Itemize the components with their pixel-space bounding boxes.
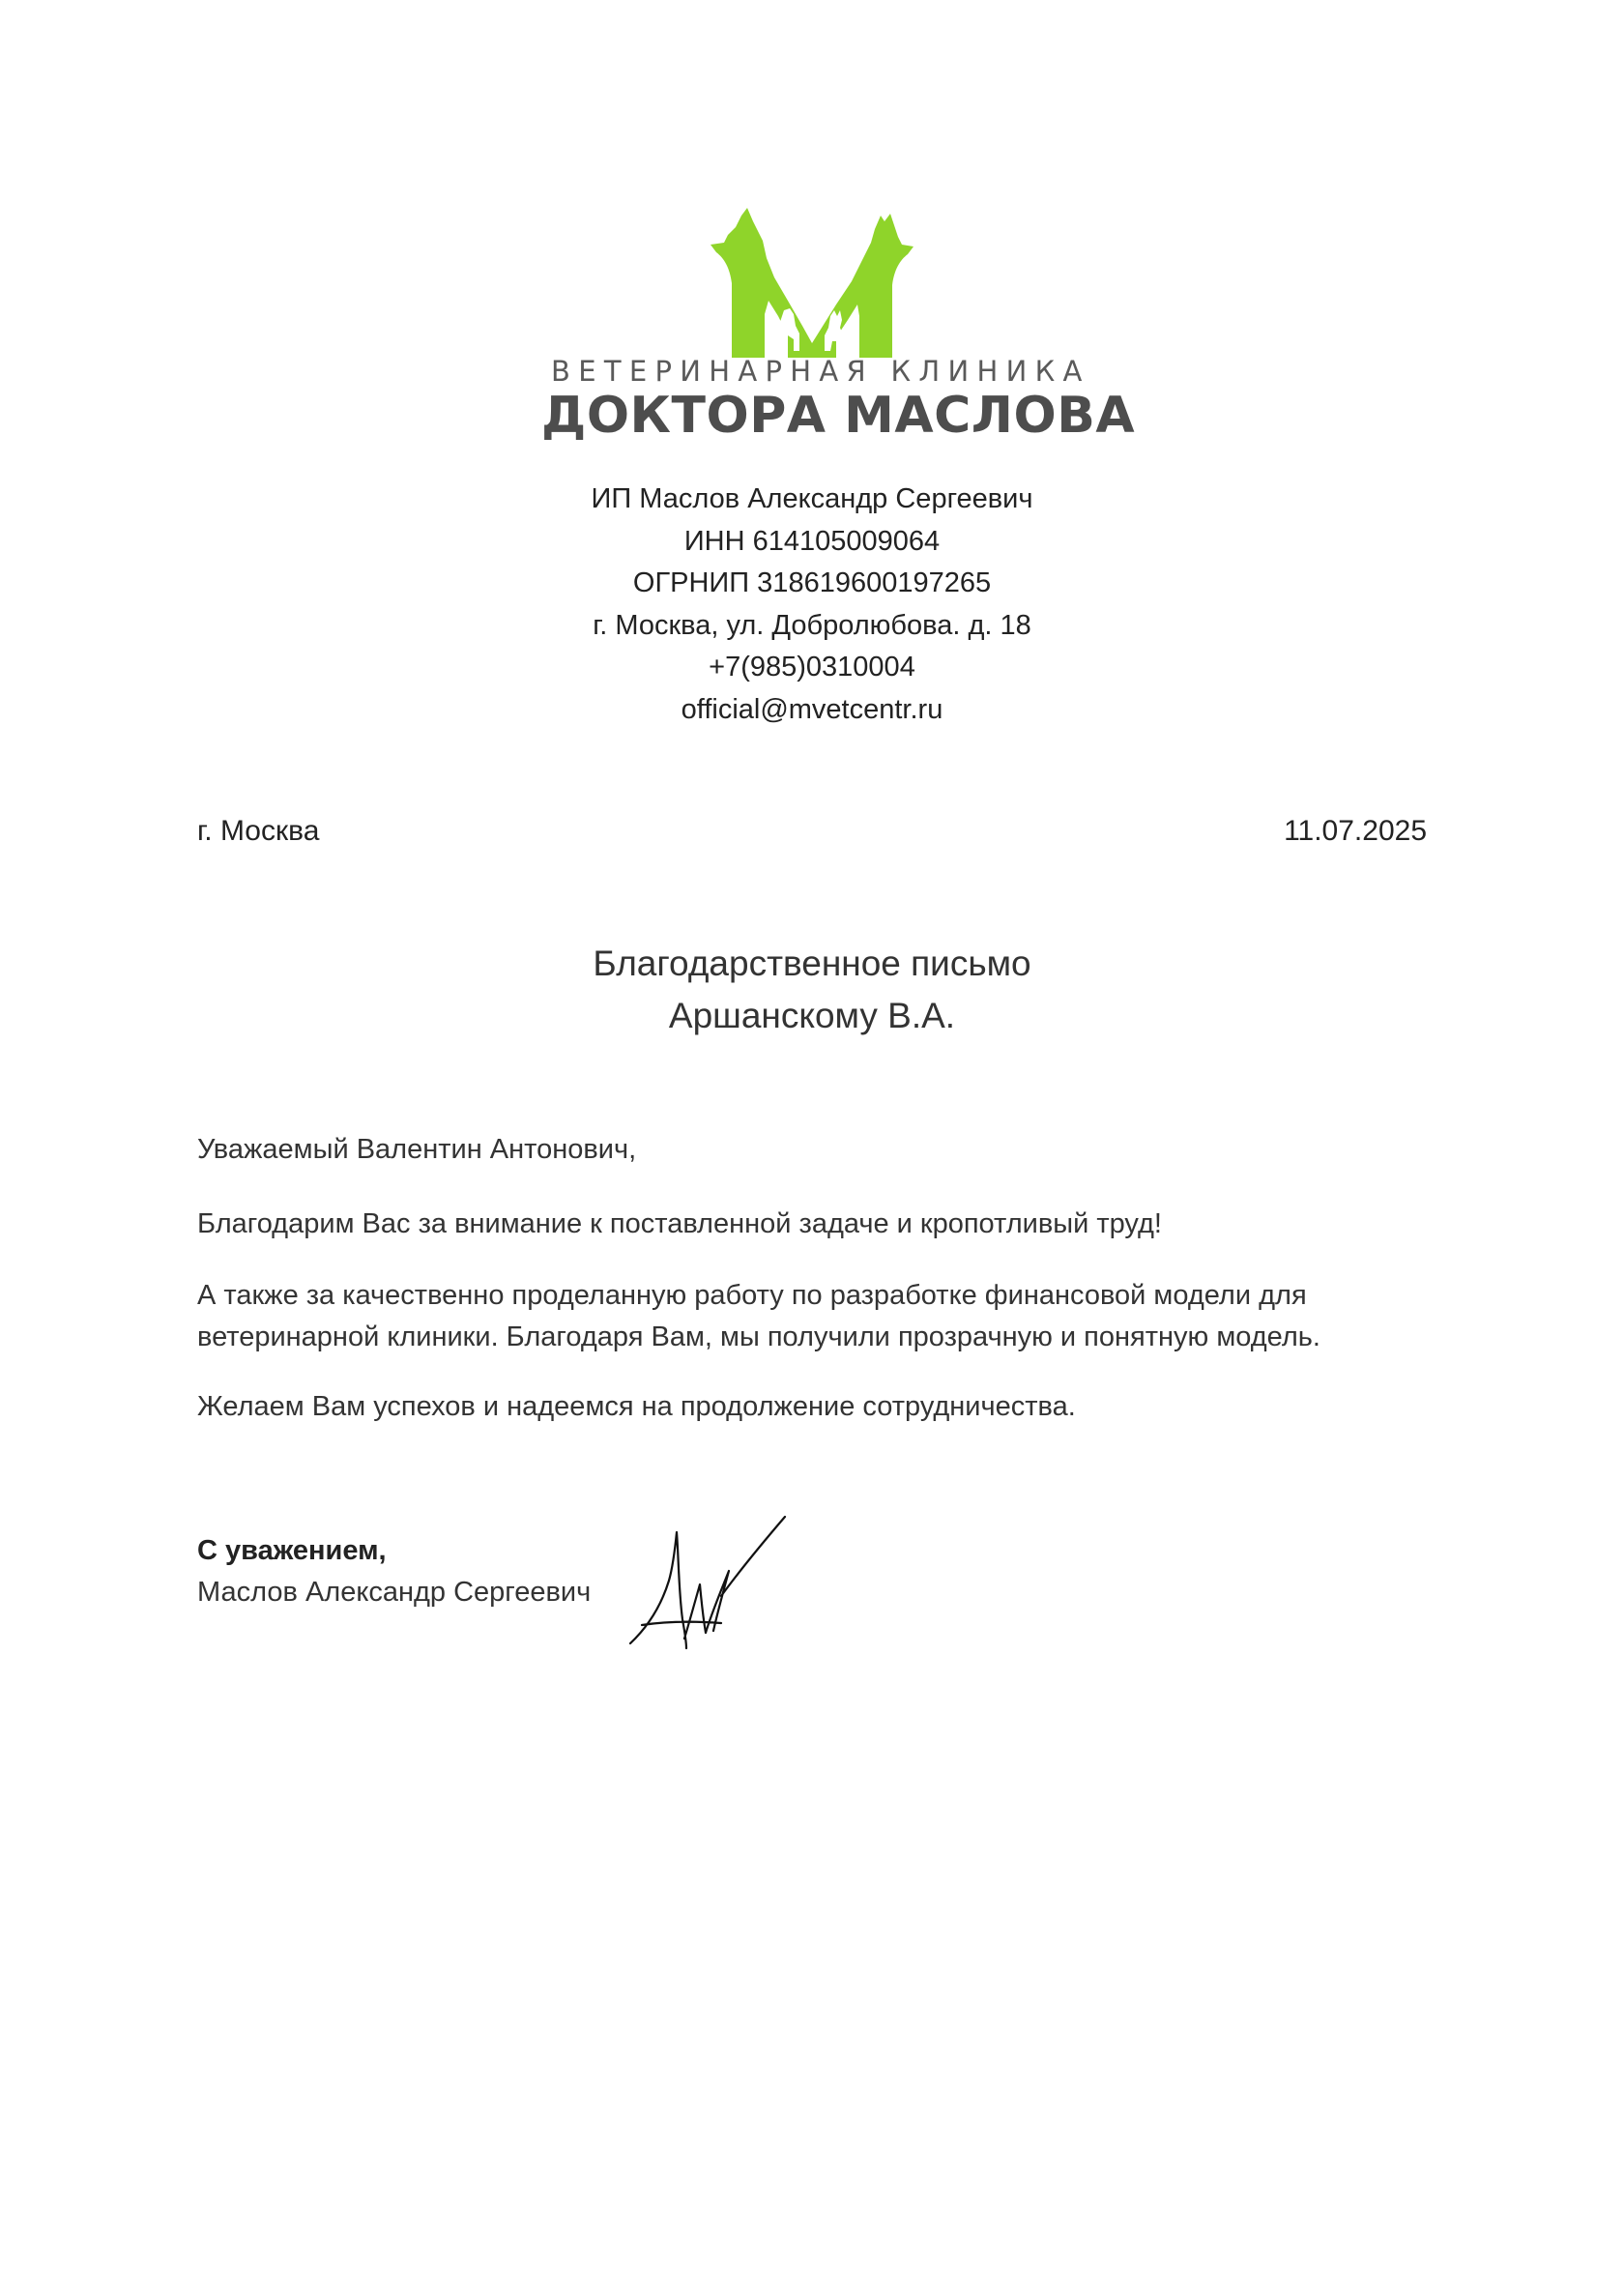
title-line-1: Благодарственное письмо [593, 944, 1031, 983]
dog-cat-m-logo-icon [710, 208, 914, 358]
letter-paragraph-2 [197, 1275, 1435, 1358]
requisites-address: г. Москва, ул. Добролюбова. д. 18 [593, 609, 1031, 641]
closing-salutation: С уважением, [197, 1535, 387, 1566]
letter-paragraph-3: Желаем Вам успехов и надеемся на продолжение сотрудничества. [197, 1391, 1076, 1422]
clinic-logo [541, 208, 1136, 450]
requisites-email: official@mvetcentr.ru [681, 693, 943, 725]
title-line-2: Аршанскому В.А. [668, 996, 956, 1035]
handwritten-signature-icon [628, 1513, 788, 1658]
requisites-ogrnip: ОГРНИП 318619600197265 [632, 567, 992, 598]
logo-clinic-name: ДОКТОРА МАСЛОВА [541, 387, 1136, 445]
letter-paragraph-1: Благодарим Вас за внимание к поставленной задаче и кропотливый труд! [197, 1208, 1162, 1239]
letter-title [425, 938, 1199, 1042]
requisites-owner: ИП Маслов Александр Сергеевич [591, 483, 1033, 514]
requisites-block [425, 479, 1199, 731]
requisites-inn: ИНН 614105009064 [683, 525, 941, 557]
requisites-phone: +7(985)0310004 [709, 652, 915, 682]
paragraph-2-line-1: А также за качественно проделанную работу по разработке финансовой модели для [197, 1280, 1307, 1311]
logo-subtitle: ВЕТЕРИНАРНАЯ КЛИНИКА [551, 355, 1090, 388]
paragraph-2-line-2: ветеринарной клиники. Благодаря Вам, мы получили прозрачную и понятную модель. [197, 1321, 1320, 1352]
letter-place: г. Москва [197, 815, 320, 847]
signer-name: Маслов Александр Сергеевич [197, 1577, 592, 1608]
letter-date: 11.07.2025 [1284, 815, 1427, 847]
letter-greeting: Уважаемый Валентин Антонович, [197, 1134, 637, 1165]
